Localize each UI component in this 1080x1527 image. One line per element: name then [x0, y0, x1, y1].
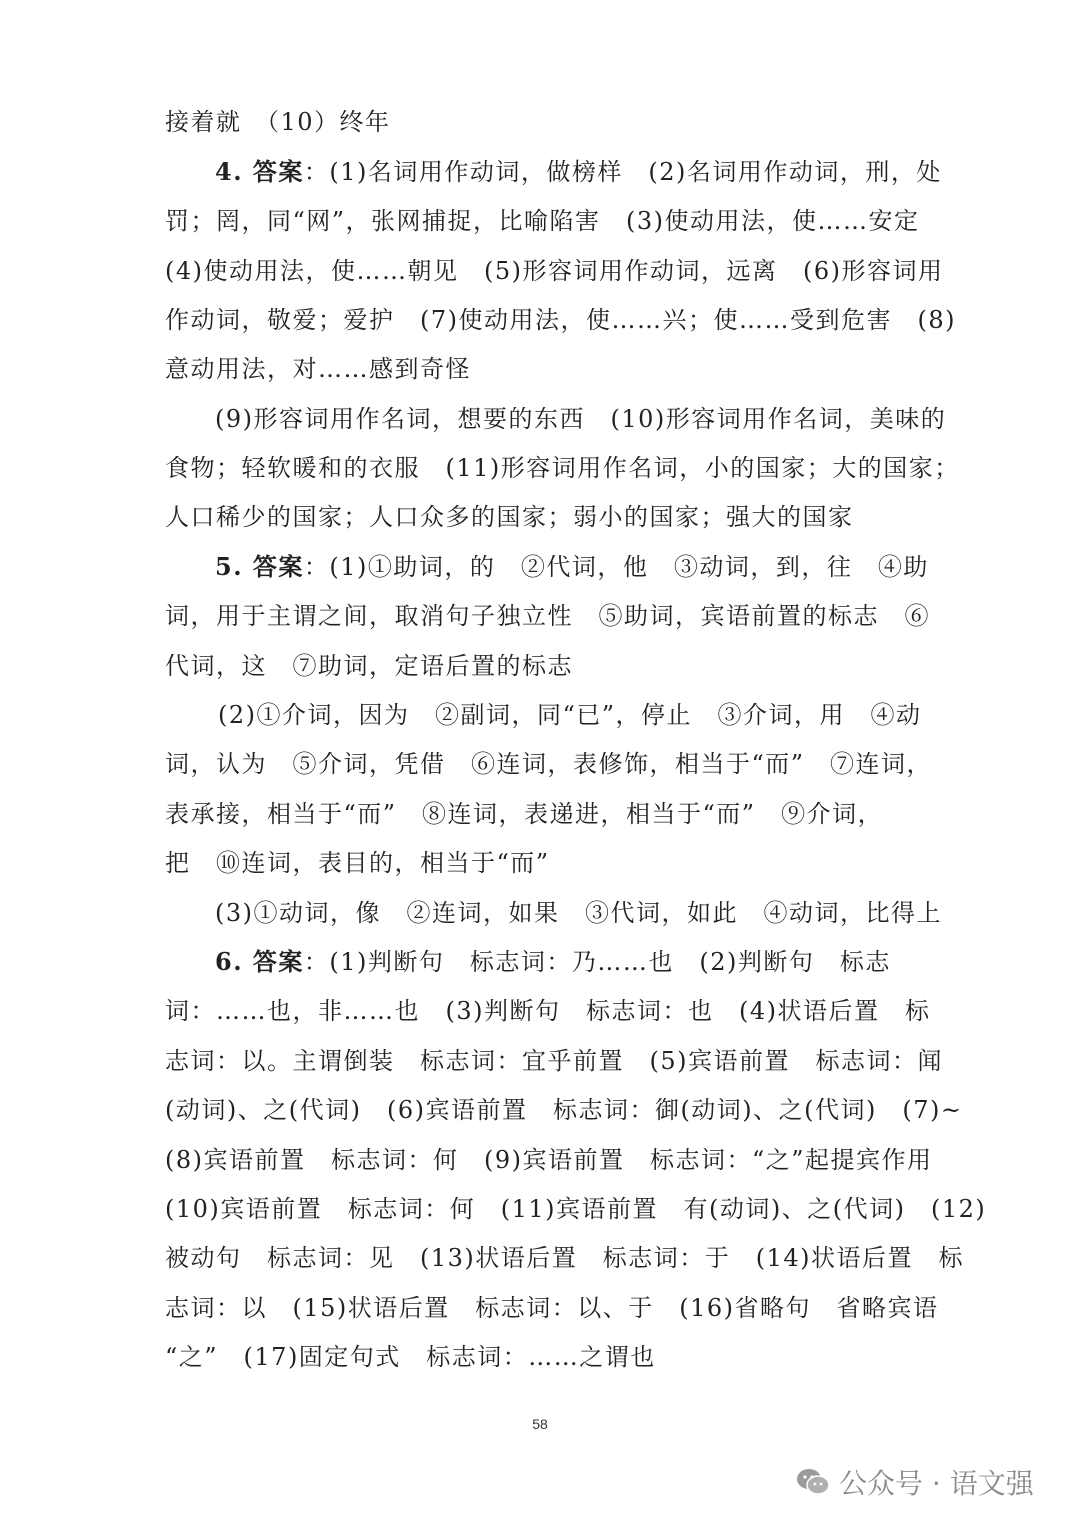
text-line-7: (9)形容词用作名词，想要的东西 (10)形容词用作名词，美味的 [215, 405, 947, 433]
answer-4-number: 4. [215, 157, 253, 186]
watermark [795, 1462, 1034, 1502]
answer-6-label: 答案 [252, 947, 304, 976]
text-line-12: 代词，这 ⑦助词，定语后置的标志 [165, 652, 573, 680]
watermark-text: 公众号 · 语文强 [839, 1467, 1034, 1500]
answer-5-line [215, 552, 929, 582]
text-line-15: 表承接，相当于“而” ⑧连词，表递进，相当于“而” ⑨介词， [165, 800, 884, 828]
text-line-17: (3)①动词，像 ②连词，如果 ③代词，如此 ④动词，比得上 [215, 899, 942, 927]
text-line-24: 被动句 标志词：见 (13)状语后置 标志词：于 (14)状语后置 标 [165, 1244, 965, 1272]
text-line-20: 志词：以。主谓倒装 标志词：宜乎前置 (5)宾语前置 标志词：闻 [165, 1047, 943, 1075]
text-line-5: 作动词，敬爱；爱护 (7)使动用法，使……兴；使……受到危害 (8) [165, 306, 956, 334]
text-line-19: 词：……也，非……也 (3)判断句 标志词：也 (4)状语后置 标 [165, 997, 931, 1025]
answer-5-text: ：(1)①助词，的 ②代词，他 ③动词，到，往 ④助 [303, 553, 929, 581]
text-line-6: 意动用法，对……感到奇怪 [165, 355, 471, 383]
answer-4-line [215, 157, 942, 187]
answer-4-text: ：(1)名词用作动词，做榜样 (2)名词用作动词，刑，处 [303, 158, 942, 186]
text-line-14: 词，认为 ⑤介词，凭借 ⑥连词，表修饰，相当于“而” ⑦连词， [165, 750, 933, 778]
text-line-4: (4)使动用法，使……朝见 (5)形容词用作动词，远离 (6)形容词用 [165, 257, 944, 285]
text-line-23: (10)宾语前置 标志词：何 (11)宾语前置 有(动词)、之(代词) (12) [165, 1195, 987, 1223]
answer-5-number: 5. [215, 552, 253, 581]
answer-6-text: ：(1)判断句 标志词：乃……也 (2)判断句 标志 [303, 948, 891, 976]
text-line-26: “之” (17)固定句式 标志词：……之谓也 [165, 1343, 656, 1371]
answer-5-label: 答案 [252, 552, 304, 581]
answer-6-line [215, 947, 920, 977]
text-line-13: (2)①介词，因为 ②副词，同“已”，停止 ③介词，用 ④动 [218, 701, 922, 729]
text-line-3: 罚；罔，同“网”，张网捕捉，比喻陷害 (3)使动用法，使……安定 [165, 207, 920, 235]
text-line-8: 食物；轻软暖和的衣服 (11)形容词用作名词，小的国家；大的国家； [165, 454, 960, 482]
page-number: 58 [532, 1416, 548, 1432]
text-line-25: 志词：以 (15)状语后置 标志词：以、于 (16)省略句 省略宾语 [165, 1294, 939, 1322]
answer-4-label: 答案 [252, 157, 304, 186]
text-line-11: 词，用于主谓之间，取消句子独立性 ⑤助词，宾语前置的标志 ⑥ [165, 602, 930, 630]
text-line-16: 把 ⑩连词，表目的，相当于“而” [165, 849, 550, 877]
wechat-icon [795, 1467, 831, 1497]
text-line-9: 人口稀少的国家；人口众多的国家；弱小的国家；强大的国家 [165, 503, 854, 531]
text-line-21: (动词)、之(代词) (6)宾语前置 标志词：御(动词)、之(代词) (7)~ [165, 1096, 963, 1124]
answer-6-number: 6. [215, 947, 253, 976]
text-line-22: (8)宾语前置 标志词：何 (9)宾语前置 标志词：“之”起提宾作用 [165, 1146, 933, 1174]
text-line-1: 接着就 （10）终年 [165, 108, 391, 136]
